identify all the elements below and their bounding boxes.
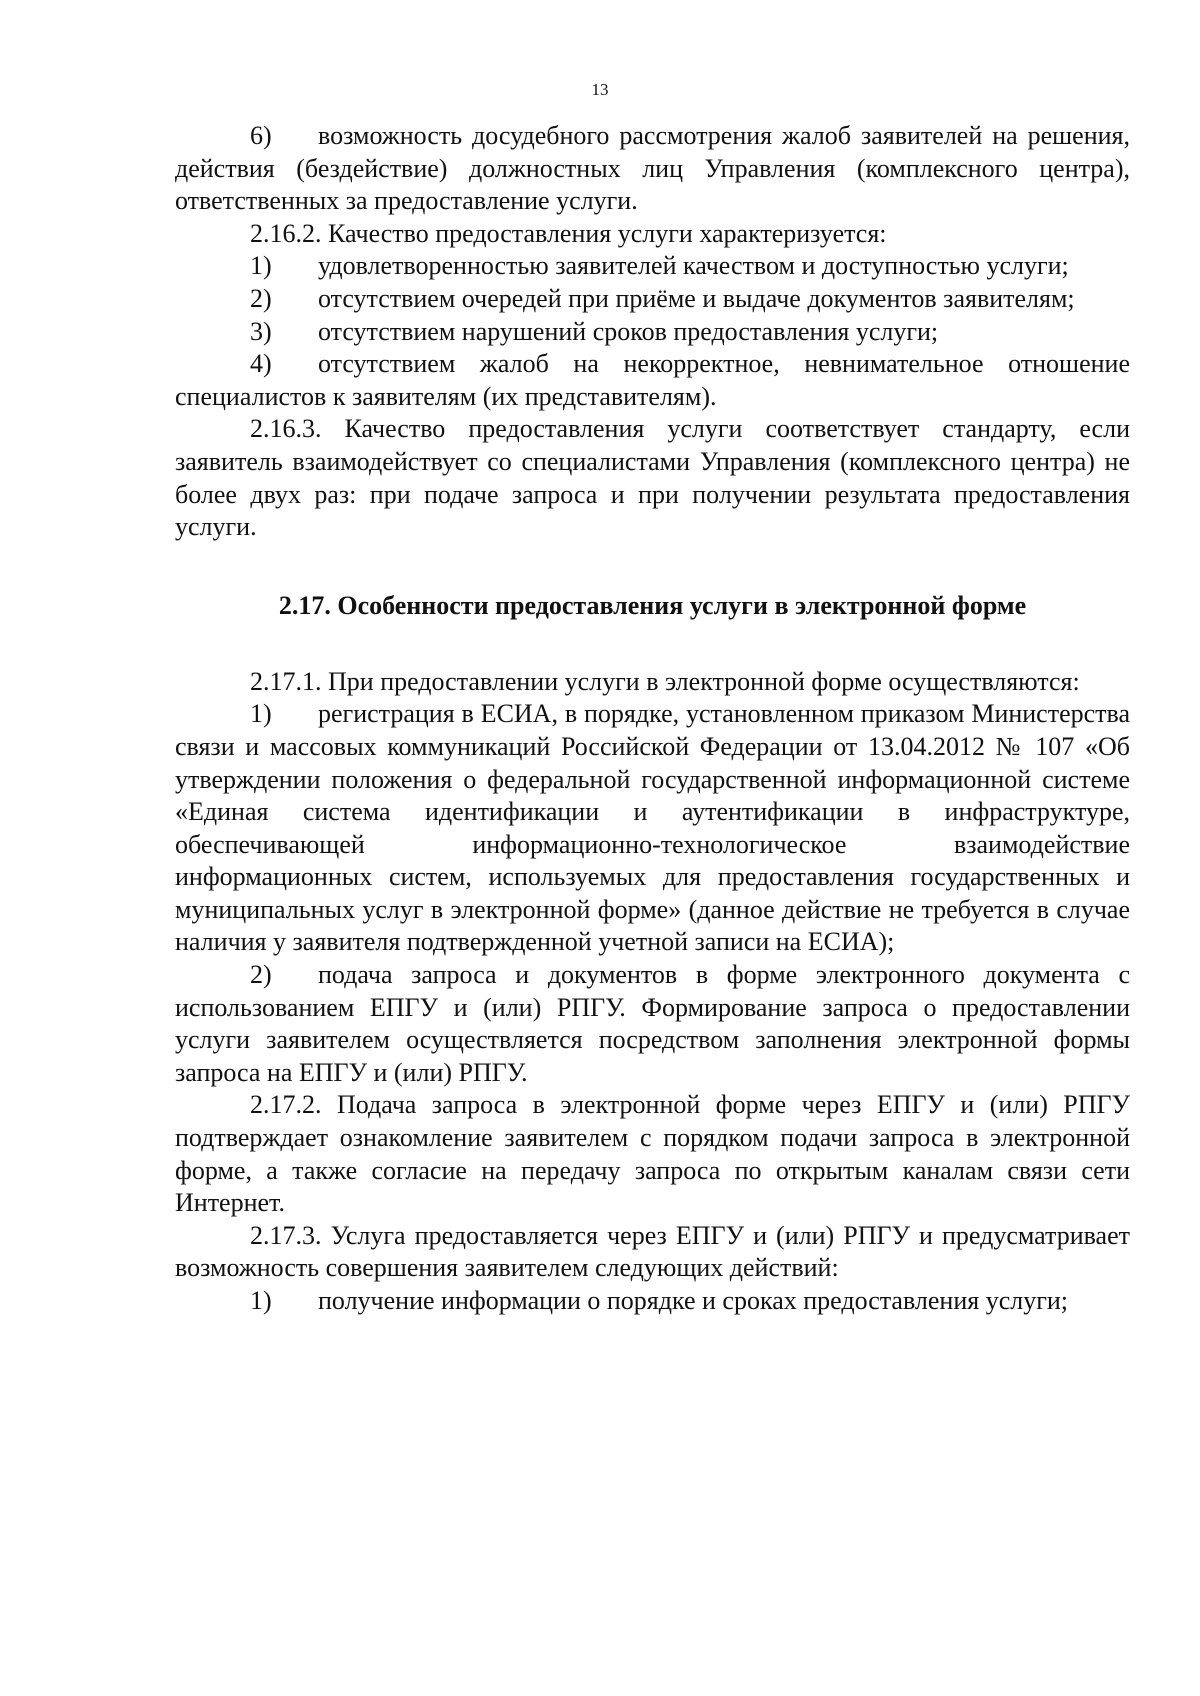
list-item-text: возможность досудебного рассмотрения жалоб заявителей на решения, действия (бездействие) должностных лиц Управления (комплексного центра), ответственных за предоставление услуги. (175, 121, 1130, 216)
list-item-number: 1) (250, 699, 272, 729)
list-item (175, 283, 1130, 316)
paragraph: 2.16.2. Качество предоставления услуги характеризуется: (250, 218, 887, 248)
document-body (175, 120, 1130, 1318)
list-item-text: подача запроса и документов в форме электронного документа с использованием ЕПГУ и (или) РПГУ. Формирование запроса о предоставлении услуги заявителем осуществляется посредством заполнения электронной формы запроса на ЕПГУ и (или) РПГУ. (175, 960, 1130, 1087)
list-item-number: 1) (250, 251, 272, 281)
list-item-text: получение информации о порядке и сроках предоставления услуги; (318, 1286, 1069, 1315)
paragraph: 2.17.2. Подача запроса в электронной форме через ЕПГУ и (или) РПГУ подтверждает ознакомление заявителем с порядком подачи запроса в электронной форме, а также согласие на передачу запроса по открытым каналам связи сети Интернет. (175, 1090, 1130, 1218)
list-item-text: удовлетворенностью заявителей качеством и доступностью услуги; (318, 251, 1069, 281)
list-item (175, 250, 1130, 283)
list-item (175, 348, 1130, 413)
section-2-17 (175, 666, 1130, 1318)
paragraph: 2.17.1. При предоставлении услуги в электронной форме осуществляются: (250, 666, 1080, 696)
list-item-number: 2) (250, 960, 272, 990)
list-item-text: отсутствием жалоб на некорректное, невнимательное отношение специалистов к заявителям (их представителям). (175, 349, 1130, 411)
list-item-text: регистрация в ЕСИА, в порядке, установленном приказом Министерства связи и массовых коммуникаций Российской Федерации от 13.04.2012 № 107 «Об утверждении положения о федеральной государственной информационной системе «Единая система идентификации и аутентификации в инфраструктуре, обеспечивающей информационно-технологическое взаимодействие информационных систем, используемых для предоставления государственных и муниципальных услуг в электронной форме» (данное действие не требуется в случае наличия у заявителя подтвержденной учетной записи на ЕСИА); (175, 699, 1130, 957)
section-2-16-continuation (175, 120, 1130, 544)
list-item-text: отсутствием очередей при приёме и выдаче документов заявителям; (318, 283, 1075, 313)
paragraph: 2.16.3. Качество предоставления услуги соответствует стандарту, если заявитель взаимодействует со специалистами Управления (комплексного центра) не более двух раз: при подаче запроса и при получении результата предоставления услуги. (175, 414, 1130, 542)
list-item (175, 316, 1130, 349)
list-item-number: 2) (250, 283, 272, 313)
list-item-number: 6) (250, 121, 272, 150)
list-item (175, 959, 1130, 1089)
list-item (175, 1285, 1130, 1318)
list-item (175, 698, 1130, 959)
list-item-number: 4) (250, 349, 272, 379)
list-item-number: 1) (250, 1286, 272, 1315)
list-item-number: 3) (250, 316, 272, 346)
list-item (175, 120, 1130, 218)
section-heading: 2.17. Особенности предоставления услуги в электронной форме (278, 590, 1027, 620)
paragraph: 2.17.3. Услуга предоставляется через ЕПГУ и (или) РПГУ и предусматривает возможность совершения заявителем следующих действий: (175, 1220, 1130, 1283)
page-number: 13 (591, 80, 609, 99)
list-item-text: отсутствием нарушений сроков предоставления услуги; (318, 316, 939, 346)
